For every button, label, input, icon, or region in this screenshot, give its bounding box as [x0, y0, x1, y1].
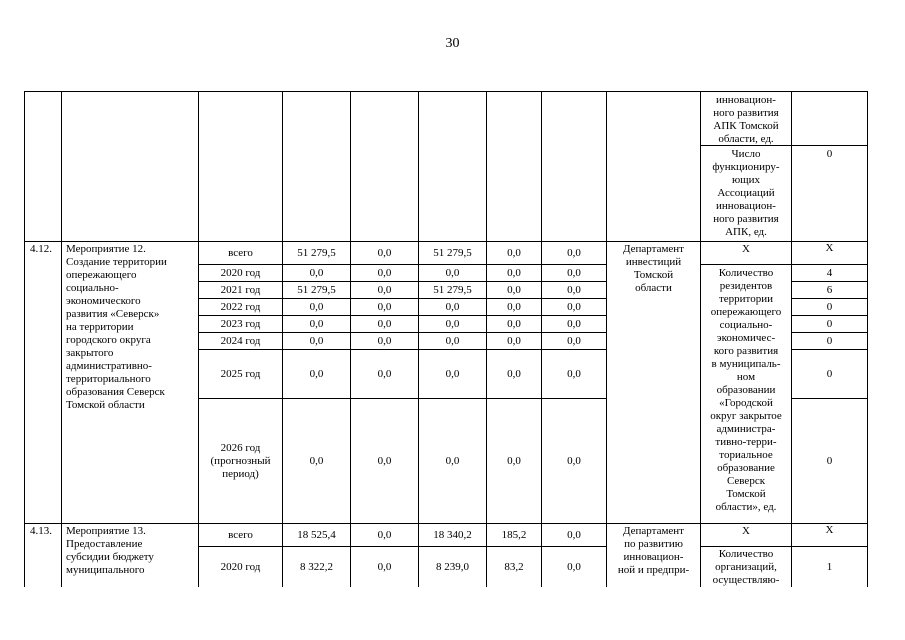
amount-cell: 0,0	[567, 334, 581, 347]
amount-cell: 0,0	[507, 266, 521, 279]
measure-name: Мероприятие 12. Создание территории опережающего социально- экономического развития «Северск» на территории городского округа закрытого административно- территориального образования Северск Томской области	[66, 243, 167, 411]
row-number: 4.12.	[30, 243, 52, 255]
amount-cell: 0,0	[309, 367, 324, 380]
amount-cell: 18 340,2	[433, 528, 472, 541]
indicator-name: Количество организаций, осуществляю-	[712, 548, 780, 586]
amount-cell: 0,0	[377, 283, 392, 296]
amount-cell: 0,0	[377, 300, 392, 313]
amount-cell: 51 279,5	[297, 283, 336, 296]
indicator-cell-associations: Число функциониру- ющих Ассоциаций инновацион- ного развития АПК, ед.	[712, 148, 780, 238]
amount-cell: 0,0	[445, 300, 460, 313]
amount-cell: 0,0	[567, 317, 581, 330]
amount-cell: 0,0	[309, 266, 324, 279]
page-number: 30	[445, 36, 460, 51]
year-cell: 2026 год (прогнозный период)	[210, 441, 271, 480]
amount-cell: 0,0	[377, 317, 392, 330]
amount-cell: 0,0	[445, 266, 460, 279]
indicator-value: 0	[826, 454, 833, 467]
year-cell: всего	[228, 528, 253, 541]
amount-cell: 0,0	[507, 300, 521, 313]
amount-cell: 0,0	[309, 454, 324, 467]
indicator-value: 0	[826, 367, 833, 380]
amount-cell: 0,0	[567, 300, 581, 313]
amount-cell: 0,0	[507, 317, 521, 330]
year-cell: 2024 год	[220, 334, 261, 347]
amount-cell: 0,0	[567, 266, 581, 279]
row-number: 4.13.	[30, 525, 52, 537]
year-cell: 2022 год	[220, 300, 261, 313]
year-cell: 2025 год	[220, 367, 261, 380]
amount-cell: 0,0	[377, 334, 392, 347]
amount-cell: 0,0	[567, 283, 581, 296]
amount-cell: 0,0	[445, 454, 460, 467]
amount-cell: 0,0	[309, 317, 324, 330]
year-cell: 2023 год	[220, 317, 261, 330]
amount-cell: 83,2	[504, 560, 524, 573]
amount-cell: 0,0	[567, 454, 581, 467]
year-cell: всего	[228, 246, 253, 259]
amount-cell: 0,0	[377, 528, 392, 541]
executor: Департамент по развитию инновацион- ной и предпри-	[617, 525, 690, 576]
amount-cell: 0,0	[445, 334, 460, 347]
indicator-value: 1	[826, 560, 833, 573]
indicator-header-x: Х	[742, 243, 750, 255]
amount-cell: 0,0	[507, 246, 521, 259]
amount-cell: 0,0	[377, 560, 392, 573]
amount-cell: 8 239,0	[436, 560, 469, 573]
indicator-value: 0	[826, 148, 833, 160]
amount-cell: 0,0	[309, 300, 324, 313]
year-cell: 2020 год	[220, 560, 261, 573]
year-cell: 2021 год	[220, 283, 261, 296]
indicator-cell-continued: инновацион- ного развития АПК Томской области, ед.	[713, 94, 779, 145]
amount-cell: 0,0	[567, 246, 581, 259]
amount-cell: 0,0	[567, 528, 581, 541]
amount-cell: 51 279,5	[433, 246, 472, 259]
indicator-value: 6	[826, 283, 833, 296]
amount-cell: 0,0	[507, 334, 521, 347]
amount-cell: 0,0	[377, 454, 392, 467]
indicator-name: Количество резидентов территории опережающего социально- экономичес- кого развития в муниципаль- ном образовании «Городской округ закрытое администра- тивно-терри- ториальное образование Северск Томской области», ед.	[710, 267, 782, 513]
amount-cell: 0,0	[567, 367, 581, 380]
amount-cell: 0,0	[507, 283, 521, 296]
measure-name: Мероприятие 13. Предоставление субсидии бюджету муниципального	[66, 525, 154, 576]
amount-cell: 0,0	[309, 334, 324, 347]
amount-cell: 8 322,2	[300, 560, 333, 573]
amount-cell: 0,0	[445, 317, 460, 330]
amount-cell: 185,2	[501, 528, 527, 541]
indicator-value: 0	[826, 300, 833, 313]
amount-cell: 51 279,5	[297, 246, 336, 259]
amount-cell: 0,0	[377, 266, 392, 279]
amount-cell: 0,0	[567, 560, 581, 573]
amount-cell: 0,0	[445, 367, 460, 380]
amount-cell: 0,0	[377, 246, 392, 259]
amount-cell: 18 525,4	[297, 528, 336, 541]
amount-cell: 0,0	[377, 367, 392, 380]
amount-cell: 0,0	[507, 454, 521, 467]
year-cell: 2020 год	[220, 266, 261, 279]
executor: Департамент инвестиций Томской области	[622, 243, 684, 294]
amount-cell: 51 279,5	[433, 283, 472, 296]
indicator-value: 4	[826, 266, 833, 279]
indicator-value: Х	[825, 242, 834, 254]
indicator-value: 0	[826, 334, 833, 347]
indicator-value: 0	[826, 317, 833, 330]
indicator-header-x: Х	[742, 525, 750, 537]
amount-cell: 0,0	[507, 367, 521, 380]
indicator-value: Х	[825, 524, 834, 536]
